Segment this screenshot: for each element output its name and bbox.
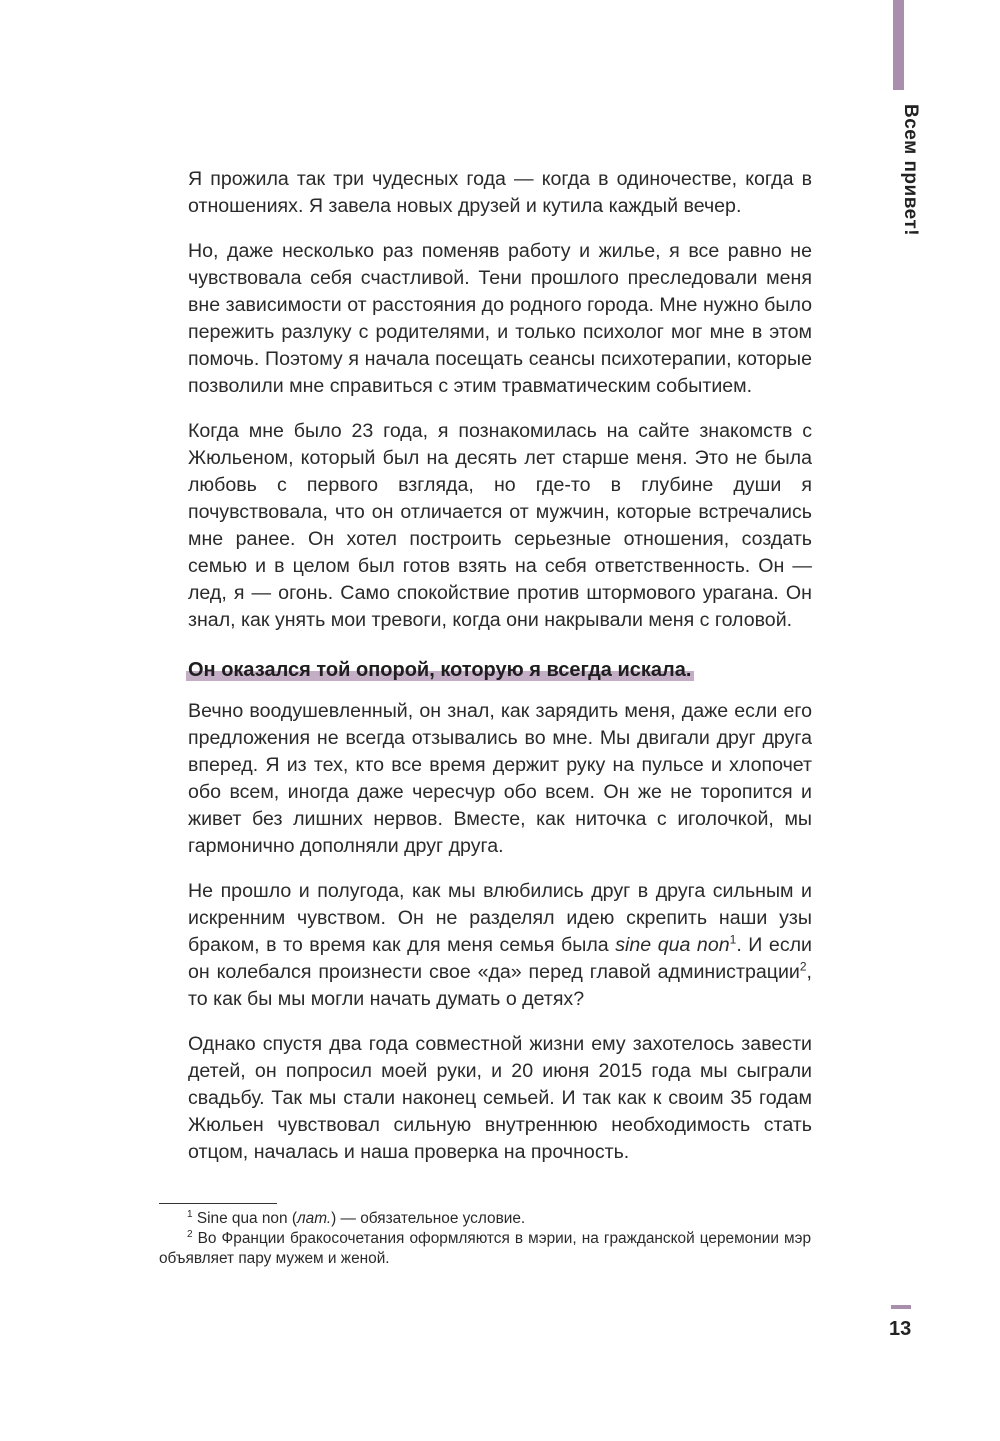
paragraph-5	[188, 878, 812, 1013]
footnote-1-italic: лат.	[296, 1210, 332, 1227]
footnote-1-number: 1	[187, 1208, 193, 1220]
paragraph-5-part-a: Не прошло и полугода, как мы влюбились друг в друга сильным и искренним чувством. Он не разделял идею скрепить наши узы браком, в то время как для меня семья была	[188, 880, 812, 956]
footnote-1-text-a: Sine qua non (	[192, 1210, 297, 1227]
highlighted-quote	[186, 656, 812, 684]
paragraph-3: Когда мне было 23 года, я познакомилась на сайте знакомств с Жюльеном, который был на десять лет старше меня. Это не была любовь с первого взгляда, но где-то в глубине души я почувствовала, что он отличается от мужчин, которые встречались мне ранее. Он хотел построить серьезные отношения, создать семью и в целом был готов взять на себя ответственность. Он — лед, я — огонь. Само спокойствие против штормового урагана. Он знал, как унять мои тревоги, когда они накрывали меня с головой.	[188, 420, 812, 631]
body-text	[188, 166, 812, 1166]
page-number: 13	[889, 1318, 912, 1340]
footnote-2	[159, 1229, 811, 1269]
footnote-ref-2: 2	[799, 959, 807, 974]
latin-phrase: sine qua non	[615, 934, 730, 956]
footnote-2-text: Во Франции бракосочетания оформляются в мэрии, на гражданской церемонии мэр объявляет пару мужем и женой.	[159, 1230, 811, 1267]
page-number-mark	[891, 1305, 911, 1309]
footnote-ref-1: 1	[729, 932, 737, 947]
footnote-1	[159, 1209, 811, 1229]
footnote-divider	[159, 1203, 277, 1204]
paragraph-2: Но, даже несколько раз поменяв работу и жилье, я все равно не чувствовала себя счастливой. Тени прошлого преследовали меня вне зависимости от расстояния до родного города. Мне нужно было пережить разлуку с родителями, и только психолог мог мне в этом помочь. Поэтому я начала посещать сеансы психотерапии, которые позволили мне справиться с этим травматическим событием.	[188, 240, 812, 397]
paragraph-6: Однако спустя два года совместной жизни ему захотелось завести детей, он попросил моей руки, и 20 июня 2015 года мы сыграли свадьбу. Так мы стали наконец семьей. И так как к своим 35 годам Жюльен чувствовал сильную внутреннюю необходимость стать отцом, началась и наша проверка на прочность.	[188, 1033, 812, 1163]
chapter-tab-bar	[893, 0, 904, 90]
paragraph-5-part-b: . И если он колебался произнести свое «да» перед главой администрации	[188, 934, 812, 983]
highlighted-quote-text: Он оказался той опорой, которую я всегда искала.	[186, 659, 694, 681]
running-head: Всем привет!	[900, 104, 921, 237]
paragraph-4: Вечно воодушевленный, он знал, как зарядить меня, даже если его предложения не всегда отзывались во мне. Мы двигали друг друга вперед. Я из тех, кто все время держит руку на пульсе и хлопочет обо всем, иногда даже чересчур обо всем. Он же не торопится и живет без лишних нервов. Вместе, как ниточка с иголочкой, мы гармонично дополняли друг друга.	[188, 700, 812, 857]
footnote-1-text-b: ) — обязательное условие.	[331, 1210, 526, 1227]
paragraph-1: Я прожила так три чудесных года — когда в одиночестве, когда в отношениях. Я завела новых друзей и кутила каждый вечер.	[188, 168, 812, 217]
footnote-2-number: 2	[187, 1228, 193, 1240]
paragraph-5-part-c: , то как бы мы могли начать думать о детях?	[188, 961, 812, 1010]
footnotes	[159, 1209, 811, 1269]
